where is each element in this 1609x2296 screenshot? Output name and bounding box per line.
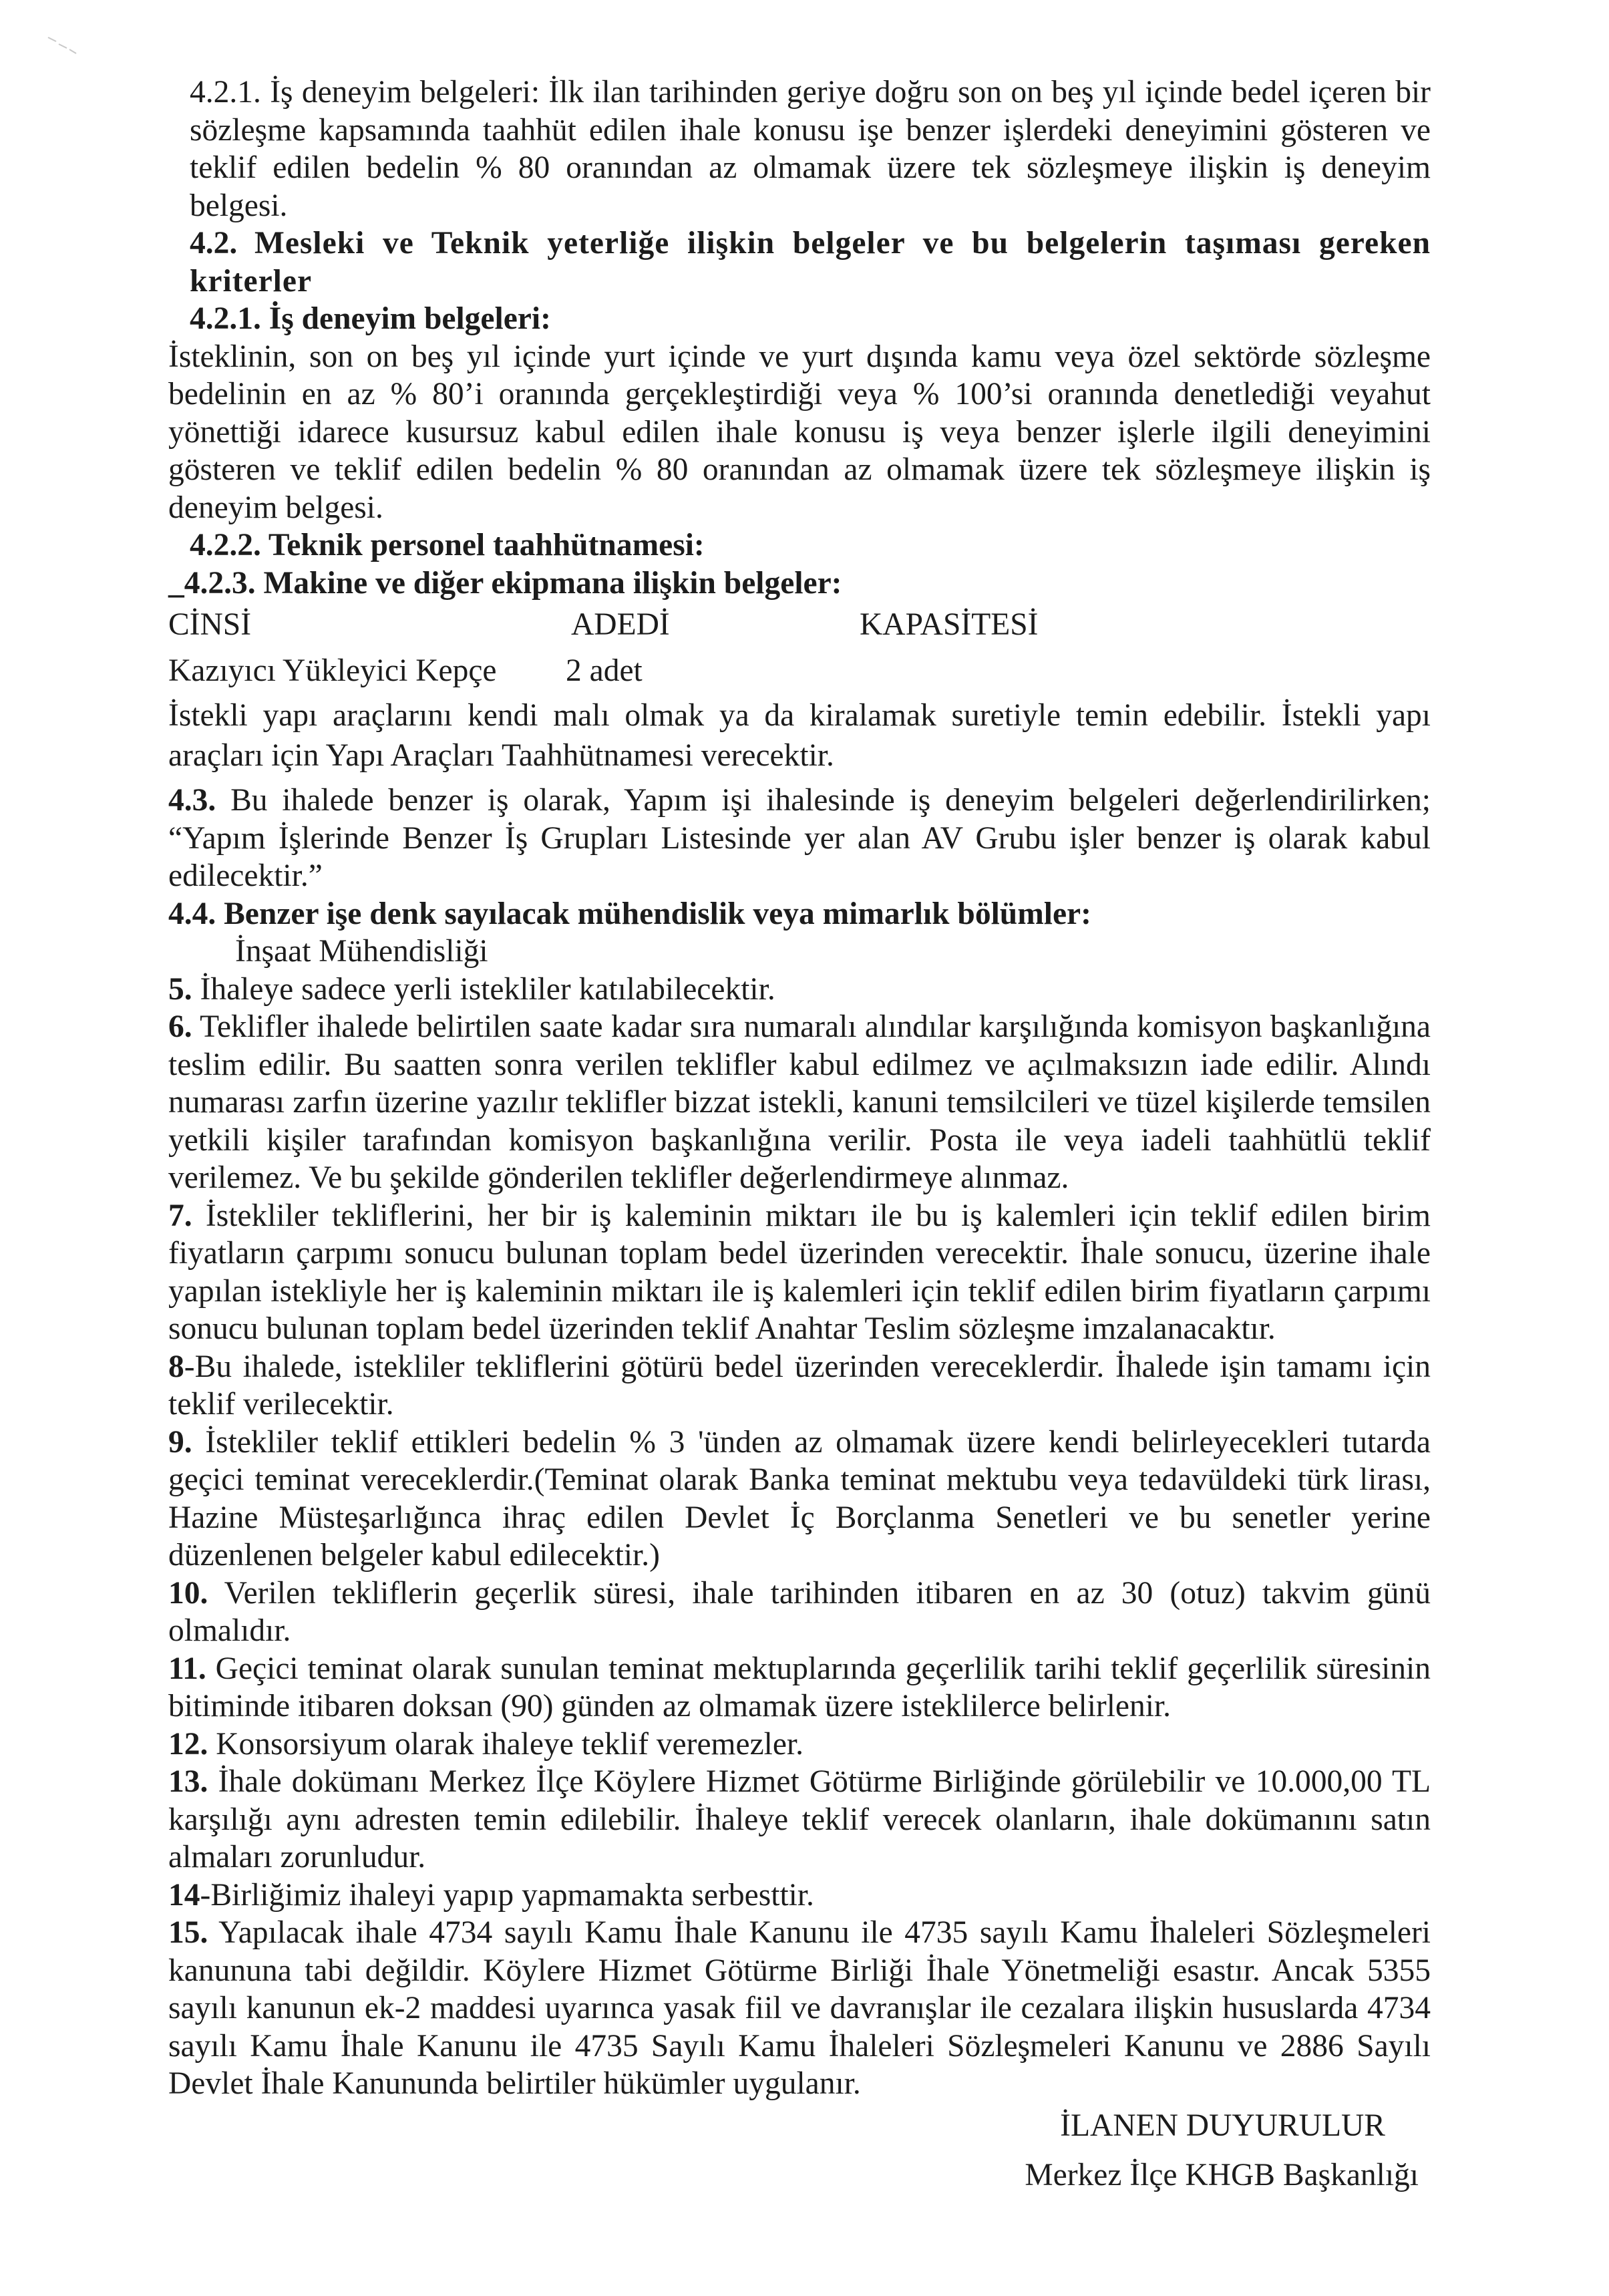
column-header-capacity: KAPASİTESİ <box>860 607 1039 642</box>
section-number: 4.2. <box>190 226 238 261</box>
item-15 <box>168 1914 1431 2103</box>
column-header-quantity: ADEDİ <box>571 607 670 642</box>
section-4-2-heading <box>168 224 1431 300</box>
item-text: -Birliğimiz ihaleyi yapıp yapmamakta serbesttir. <box>200 1877 814 1913</box>
item-8 <box>168 1348 1431 1424</box>
item-number: 15. <box>168 1915 208 1950</box>
section-4-3 <box>168 782 1431 895</box>
item-number: 11. <box>168 1651 206 1686</box>
item-number: 8 <box>168 1349 184 1384</box>
section-4-2-1-intro <box>168 73 1431 224</box>
closing-announcement: İLANEN DUYURULUR <box>1060 2108 1385 2143</box>
item-number: 9. <box>168 1424 192 1460</box>
section-title: Mesleki ve Teknik yeterliğe ilişkin belgeler ve bu belgelerin taşıması gereken kriterler <box>190 226 1431 299</box>
item-number: 10. <box>168 1575 208 1611</box>
item-6 <box>168 1008 1431 1197</box>
section-text: Bu ihalede benzer iş olarak, Yapım işi ihalesinde iş deneyim belgeleri değerlendirilirken; “Yapım İşlerinde Benzer İş Grupları Listesinde yer alan AV Grubu işler benzer iş olarak kabul edilecektir.” <box>168 783 1431 893</box>
document-body <box>168 73 1431 2194</box>
equipment-quantity: 2 adet <box>566 653 643 688</box>
item-text: Teklifler ihalede belirtilen saate kadar sıra numaralı alındılar karşılığında komisyon başkanlığına teslim edilir. Bu saatten sonra verilen teklifler kabul edilmez ve açılmaksızın iade edilir. Alındı numarası zarfın üzerine yazılır teklifler bizzat istekli, kanuni temsilcileri ve tüzel kişilerde temsilen yetkili kişiler tarafından komisyon başkanlığına verilir. Posta ile veya iadeli taahhütlü teklif verilemez. Ve bu şekilde gönderilen teklifler değerlendirmeye alınmaz. <box>168 1009 1431 1195</box>
section-4-4-item: İnşaat Mühendisliği <box>235 934 488 969</box>
column-header-type: CİNSİ <box>168 607 252 642</box>
item-text: İhale dokümanı Merkez İlçe Köylere Hizmet Götürme Birliğinde görülebilir ve 10.000,00 TL karşılığı aynı adresten temin edilebilir. İhaleye teklif verecek olanların, ihale dokümanını satın almaları zorunludur. <box>168 1764 1431 1874</box>
equipment-table-row <box>168 652 1431 690</box>
equipment-type: Kazıyıcı Yükleyici Kepçe <box>168 653 497 688</box>
item-text: Konsorsiyum olarak ihaleye teklif veremezler. <box>208 1726 803 1762</box>
section-4-2-2-heading: 4.2.2. Teknik personel taahhütnamesi: <box>190 528 705 562</box>
item-text: İstekliler teklif ettikleri bedelin % 3 'ünden az olmamak üzere kendi belirleyecekleri tutarda geçici teminat vereceklerdir.(Teminat olarak Banka teminat mektubu veya tedavüldeki türk lirası, Hazine Müsteşarlığınca ihraç edilen Devlet İç Borçlanma Senetleri ve bu senetler yerine düzenlenen belgeler kabul edilecektir.) <box>168 1424 1431 1573</box>
equipment-table-header <box>168 606 1431 644</box>
item-text: Yapılacak ihale 4734 sayılı Kamu İhale Kanunu ile 4735 sayılı Kamu İhaleleri Sözleşmeleri kanununa tabi değildir. Köylere Hizmet Götürme Birliği İhale Yönetmeliği esastır. Ancak 5355 sayılı kanunun ek-2 maddesi uyarınca yasak fiil ve davranışlar ile cezalara ilişkin hususlarda 4734 sayılı Kamu İhale Kanunu ile 4735 Sayılı Kamu İhaleleri Sözleşmeleri Kanunu ve 2886 Sayılı Devlet İhale Kanununda belirtiler hükümler uygulanır. <box>168 1915 1431 2101</box>
item-text: -Bu ihalede, istekliler tekliflerini götürü bedel üzerinden vereceklerdir. İhalede işin tamamı için teklif verilecektir. <box>168 1349 1431 1422</box>
item-9 <box>168 1424 1431 1575</box>
item-number: 6. <box>168 1009 192 1044</box>
item-text: İhaleye sadece yerli istekliler katılabilecektir. <box>192 971 775 1007</box>
item-text: Verilen tekliflerin geçerlik süresi, ihale tarihinden itibaren en az 30 (otuz) takvim günü olmalıdır. <box>168 1575 1431 1648</box>
item-12 <box>168 1726 1431 1764</box>
section-text: İş deneyim belgeleri: İlk ilan tarihinden geriye doğru son on beş yıl içinde bedel içeren bir sözleşme kapsamında taahhüt edilen ihale konusu işe benzer işlerdeki deneyimini gösteren ve teklif edilen bedelin % 80 oranından az olmamak üzere tek sözleşmeye ilişkin iş deneyim belgesi. <box>190 75 1431 223</box>
item-number: 13. <box>168 1764 208 1799</box>
item-13 <box>168 1763 1431 1876</box>
scan-mark <box>47 35 77 55</box>
signature-authority: Merkez İlçe KHGB Başkanlığı <box>1025 2158 1419 2192</box>
item-number: 12. <box>168 1726 208 1762</box>
item-number: 14 <box>168 1877 200 1913</box>
section-number: 4.2.1. <box>190 75 261 110</box>
item-10 <box>168 1575 1431 1650</box>
section-4-4-heading: 4.4. Benzer işe denk sayılacak mühendislik veya mimarlık bölümler: <box>168 896 1091 931</box>
item-text: Geçici teminat olarak sunulan teminat mektuplarında geçerlilik tarihi teklif geçerlilik süresinin bitiminde itibaren doksan (90) günden az olmamak üzere isteklilerce belirlenir. <box>168 1651 1431 1724</box>
equipment-note: İstekli yapı araçlarını kendi malı olmak ya da kiralamak suretiyle temin edebilir. İstekli yapı araçları için Yapı Araçları Taahhütnamesi verecektir. <box>168 698 1431 773</box>
section-4-2-3-heading: _4.2.3. Makine ve diğer ekipmana ilişkin belgeler: <box>168 565 842 601</box>
section-number: 4.3. <box>168 783 216 818</box>
item-14 <box>168 1876 1431 1915</box>
item-number: 7. <box>168 1198 192 1233</box>
section-4-2-1-text: İsteklinin, son on beş yıl içinde yurt içinde ve yurt dışında kamu veya özel sektörde sözleşme bedelinin en az % 80’i oranında gerçekleştirdiği veya % 100’si oranında denetlediği veyahut yönettiği idarece kusursuz kabul edilen ihale konusu iş veya benzer işlerle ilgili deneyimini gösteren ve teklif edilen bedelin % 80 oranından az olmamak üzere tek sözleşmeye ilişkin iş deneyim belgesi. <box>168 339 1431 525</box>
item-text: İstekliler tekliflerini, her bir iş kaleminin miktarı ile bu iş kalemleri için teklif edilen birim fiyatların çarpımı sonucu bulunan toplam bedel üzerinden verecektir. İhale sonucu, üzerine ihale yapılan istekliyle her iş kaleminin miktarı ile iş kalemleri için teklif edilen birim fiyatların çarpımı sonucu bulunan toplam bedel üzerinden teklif Anahtar Teslim sözleşme imzalanacaktır. <box>168 1198 1431 1346</box>
item-7 <box>168 1197 1431 1348</box>
item-5 <box>168 971 1431 1009</box>
item-number: 5. <box>168 971 192 1007</box>
section-4-2-1-heading: 4.2.1. İş deneyim belgeleri: <box>190 301 551 336</box>
item-11 <box>168 1650 1431 1726</box>
